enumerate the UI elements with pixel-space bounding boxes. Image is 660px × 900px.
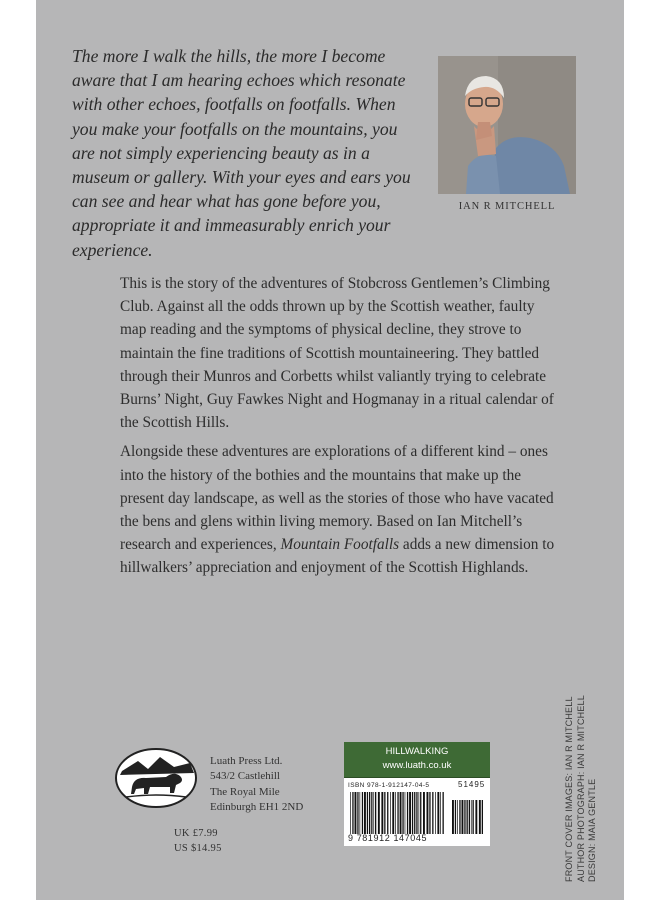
barcode-bar — [473, 800, 474, 834]
barcode-bar — [375, 792, 376, 834]
author-quote: The more I walk the hills, the more I become aware that I am hearing echoes which resonate with other echoes, footfalls on footfalls. When you make your footfalls on the mountains, you are not simply experiencing beauty as in a museum or gallery. With your eyes and ears you can see and hear what has gone before you, appropriate it and immeasurably enrich your experience. — [72, 46, 411, 260]
publisher-line: The Royal Mile — [210, 785, 280, 798]
barcode-bar — [402, 792, 403, 834]
barcode-bar — [464, 800, 465, 834]
publisher-line: 543/2 Castlehill — [210, 770, 280, 783]
luath-dog-logo-icon — [114, 747, 198, 809]
barcode-bar — [405, 792, 406, 834]
barcode-bar — [362, 792, 363, 834]
book-description — [120, 272, 560, 586]
barcode-bar — [360, 792, 361, 834]
price-us: US $14.95 — [174, 843, 222, 854]
website-label: www.luath.co.uk — [382, 760, 452, 771]
ean-digits: 9 781912 147045 — [348, 833, 428, 843]
barcode-bar — [479, 800, 481, 834]
publisher-line: Luath Press Ltd. — [210, 755, 283, 767]
barcode-bar — [443, 792, 444, 834]
barcode-bar — [414, 792, 415, 834]
barcode-bar — [381, 792, 383, 834]
barcode-bar — [471, 800, 472, 834]
barcode-bar — [390, 792, 391, 834]
barcode-bar — [435, 792, 436, 834]
barcode-bar — [367, 792, 368, 834]
barcode-bar — [364, 792, 366, 834]
barcode-bar — [475, 800, 477, 834]
barcode-bar — [419, 792, 420, 834]
description-text: adds a new dimension to hillwalkers’ appreciation and enjoyment of the Scottish Highlands. — [120, 536, 555, 577]
image-credits — [564, 652, 599, 882]
isbn-text: ISBN 978-1-912147-04-5 — [348, 782, 430, 789]
publisher-address — [210, 754, 303, 816]
description-paragraph-1: This is the story of the adventures of Stobcross Gentlemen’s Climbing Club. Against all the odds thrown up by the Scottish weather, faulty map reading and the symptoms of physical decline, they strove to maintain the fine traditions of Scottish mountaineering. They battled through their Munros and Corbetts whilst valiantly trying to celebrate Burns’ Night, Guy Fawkes Night and Hogmanay in a ritual calendar of the Scottish Hills. — [120, 275, 554, 432]
barcode-bar — [355, 792, 357, 834]
barcode-bar — [400, 792, 402, 834]
barcode-bar — [423, 792, 425, 834]
book-title: Mountain Footfalls — [280, 536, 400, 554]
barcode-bar — [440, 792, 441, 834]
prices — [174, 826, 222, 856]
barcode-bar — [452, 800, 454, 834]
barcode-bar — [432, 792, 433, 834]
publisher-line: Edinburgh EH1 2ND — [210, 801, 304, 814]
barcode-bar — [357, 792, 358, 834]
barcode-bar — [392, 792, 394, 834]
back-cover — [36, 0, 624, 900]
barcode-bar — [457, 800, 458, 834]
barcode-bar — [369, 792, 370, 834]
barcode-bar — [455, 800, 456, 834]
credit-line: FRONT COVER IMAGES: IAN R MITCHELL — [564, 696, 574, 882]
credit-line: AUTHOR PHOTOGRAPH: IAN R MITCHELL — [575, 695, 586, 882]
barcode-bar — [373, 792, 374, 834]
barcode-panel — [344, 742, 490, 846]
barcode-bar — [459, 800, 460, 834]
description-paragraph-2 — [120, 440, 560, 579]
barcode-bar — [384, 792, 385, 834]
barcode-bar — [467, 800, 468, 834]
barcode-bar — [412, 792, 413, 834]
barcode-bars — [348, 792, 486, 834]
barcode-bar — [371, 792, 372, 834]
barcode-bar — [429, 792, 430, 834]
barcode-bar — [409, 792, 411, 834]
barcode-bar — [395, 792, 396, 834]
barcode-bar — [420, 792, 421, 834]
barcode-bar — [350, 792, 351, 834]
price-uk: UK £7.99 — [174, 828, 218, 839]
barcode-bar — [416, 792, 417, 834]
barcode-bar — [352, 792, 353, 834]
barcode-bar — [407, 792, 408, 834]
credit-line: DESIGN: MAIA GENTLE — [587, 778, 597, 882]
barcode-bar — [469, 800, 470, 834]
barcode-bar — [437, 792, 439, 834]
barcode-bar — [427, 792, 429, 834]
barcode-bar — [462, 800, 464, 834]
barcode-bar — [378, 792, 380, 834]
category-label: HILLWALKING — [385, 746, 449, 757]
description-text: Alongside these adventures are explorations of a different kind – ones into the history of the bothies and the mountains that make up the present day landscape, as well as the stories of those who have vacated the bens and glens within living memory. Based on Ian Mitchell’s research and experiences, — [120, 443, 554, 554]
price-code: 51495 — [458, 780, 486, 789]
author-photo-caption: IAN R MITCHELL — [458, 201, 556, 212]
category-band — [344, 742, 490, 778]
barcode-bar — [482, 800, 483, 834]
barcode-bar — [387, 792, 388, 834]
author-photo — [438, 56, 576, 194]
barcode-bar — [397, 792, 398, 834]
